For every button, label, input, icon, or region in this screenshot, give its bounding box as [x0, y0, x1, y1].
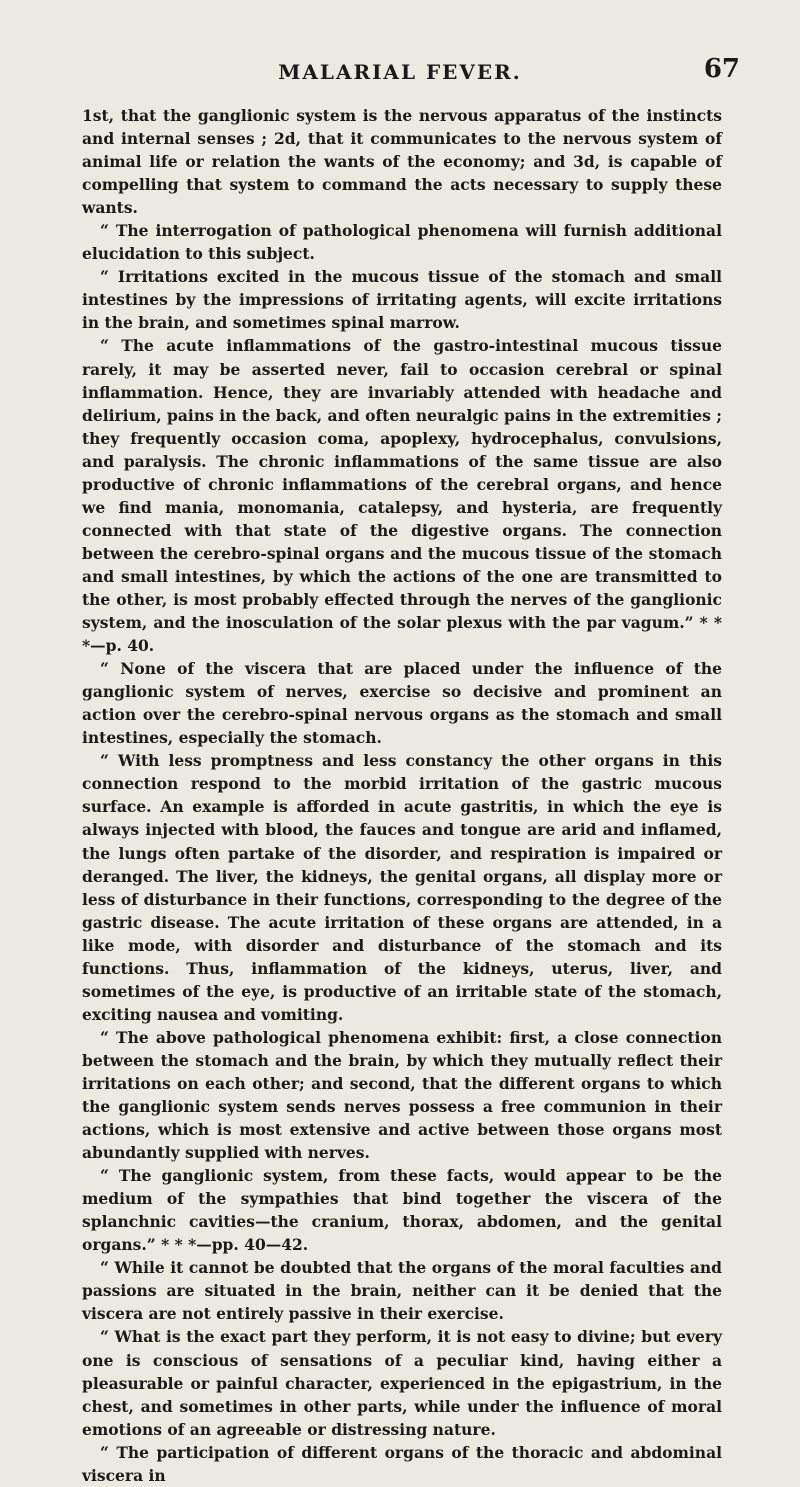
paragraph: “ Irritations excited in the mucous tissue of the stomach and small intestines by the impressions of irritating agents, will excite irritations in the brain, and sometimes spinal marrow.	[82, 267, 722, 333]
paragraph: “ The participation of different organs of the thoracic and abdominal viscera in	[82, 1442, 722, 1485]
paragraph: “ None of the viscera that are placed under the influence of the ganglionic system of nerves, exercise so decisive and prominent an action over the cerebro-spinal nervous organs as the stomach and small intestines, especially the stomach.	[82, 659, 722, 748]
body-text	[82, 104, 722, 1487]
paragraph: “ The interrogation of pathological phenomena will furnish additional elucidation to this subject.	[82, 221, 722, 264]
paragraph: “ With less promptness and less constancy the other organs in this connection respond to the morbid irritation of the gastric mucous surface. An example is afforded in acute gastritis, in which the eye is always injected with blood, the fauces and tongue are arid and inflamed, the lungs often partake of the disorder, and respiration is impaired or deranged. The liver, the kidneys, the genital organs, all display more or less of disturbance in their functions, corresponding to the degree of the gastric disease. The acute irritation of these organs are attended, in a like mode, with disorder and disturbance of the stomach and its functions. Thus, inflammation of the kidneys, uterus, liver, and sometimes of the eye, is productive of an irritable state of the stomach, exciting nausea and vomiting.	[82, 751, 722, 1024]
paragraph: “ The above pathological phenomena exhibit: first, a close connection between the stomach and the brain, by which they mutually reflect their irritations on each other; and second, that the different organs to which the ganglionic system sends nerves possess a free communion in their actions, which is most extensive and active between those organs most abundantly supplied with nerves.	[82, 1027, 722, 1163]
paragraph: “ The ganglionic system, from these facts, would appear to be the medium of the sympathies that bind together the viscera of the splanchnic cavities—the cranium, thorax, abdomen, and the genital organs.” * * *—pp. 40—42.	[82, 1166, 722, 1255]
page-number: 67	[703, 54, 740, 84]
paragraph: “ While it cannot be doubted that the organs of the moral faculties and passions are situated in the brain, neither can it be denied that the viscera are not entirely passive in their exercise.	[82, 1258, 722, 1324]
running-title: MALARIAL FEVER.	[278, 60, 522, 84]
paragraph: “ The acute inflammations of the gastro-intestinal mucous tissue rarely, it may be asserted never, fail to occasion cerebral or spinal inflammation. Hence, they are invariably attended with headache and delirium, pains in the back, and often neuralgic pains in the extremities ; they frequently occasion coma, apoplexy, hydrocephalus, convulsions, and paralysis. The chronic inflammations of the same tissue are also productive of chronic inflammations of the cerebral organs, and hence we find mania, monomania, catalepsy, and hysteria, are frequently connected with that state of the digestive organs. The connection between the cerebro-spinal organs and the mucous tissue of the stomach and small intestines, by which the actions of the one are transmitted to the other, is most probably effected through the nerves of the ganglionic system, and the inosculation of the solar plexus with the par vagum.” * * *—p. 40.	[82, 336, 722, 656]
paragraph: 1st, that the ganglionic system is the nervous apparatus of the instincts and internal senses ; 2d, that it communicates to the nervous system of animal life or relation the wants of the economy; and 3d, is capable of compelling that system to command the acts necessary to supply these wants.	[82, 106, 722, 218]
page-header	[0, 54, 800, 90]
paragraph: “ What is the exact part they perform, it is not easy to divine; but every one is conscious of sensations of a peculiar kind, having either a pleasurable or painful character, experienced in the epigastrium, in the chest, and sometimes in other parts, while under the influence of moral emotions of an agreeable or distressing nature.	[82, 1327, 722, 1439]
